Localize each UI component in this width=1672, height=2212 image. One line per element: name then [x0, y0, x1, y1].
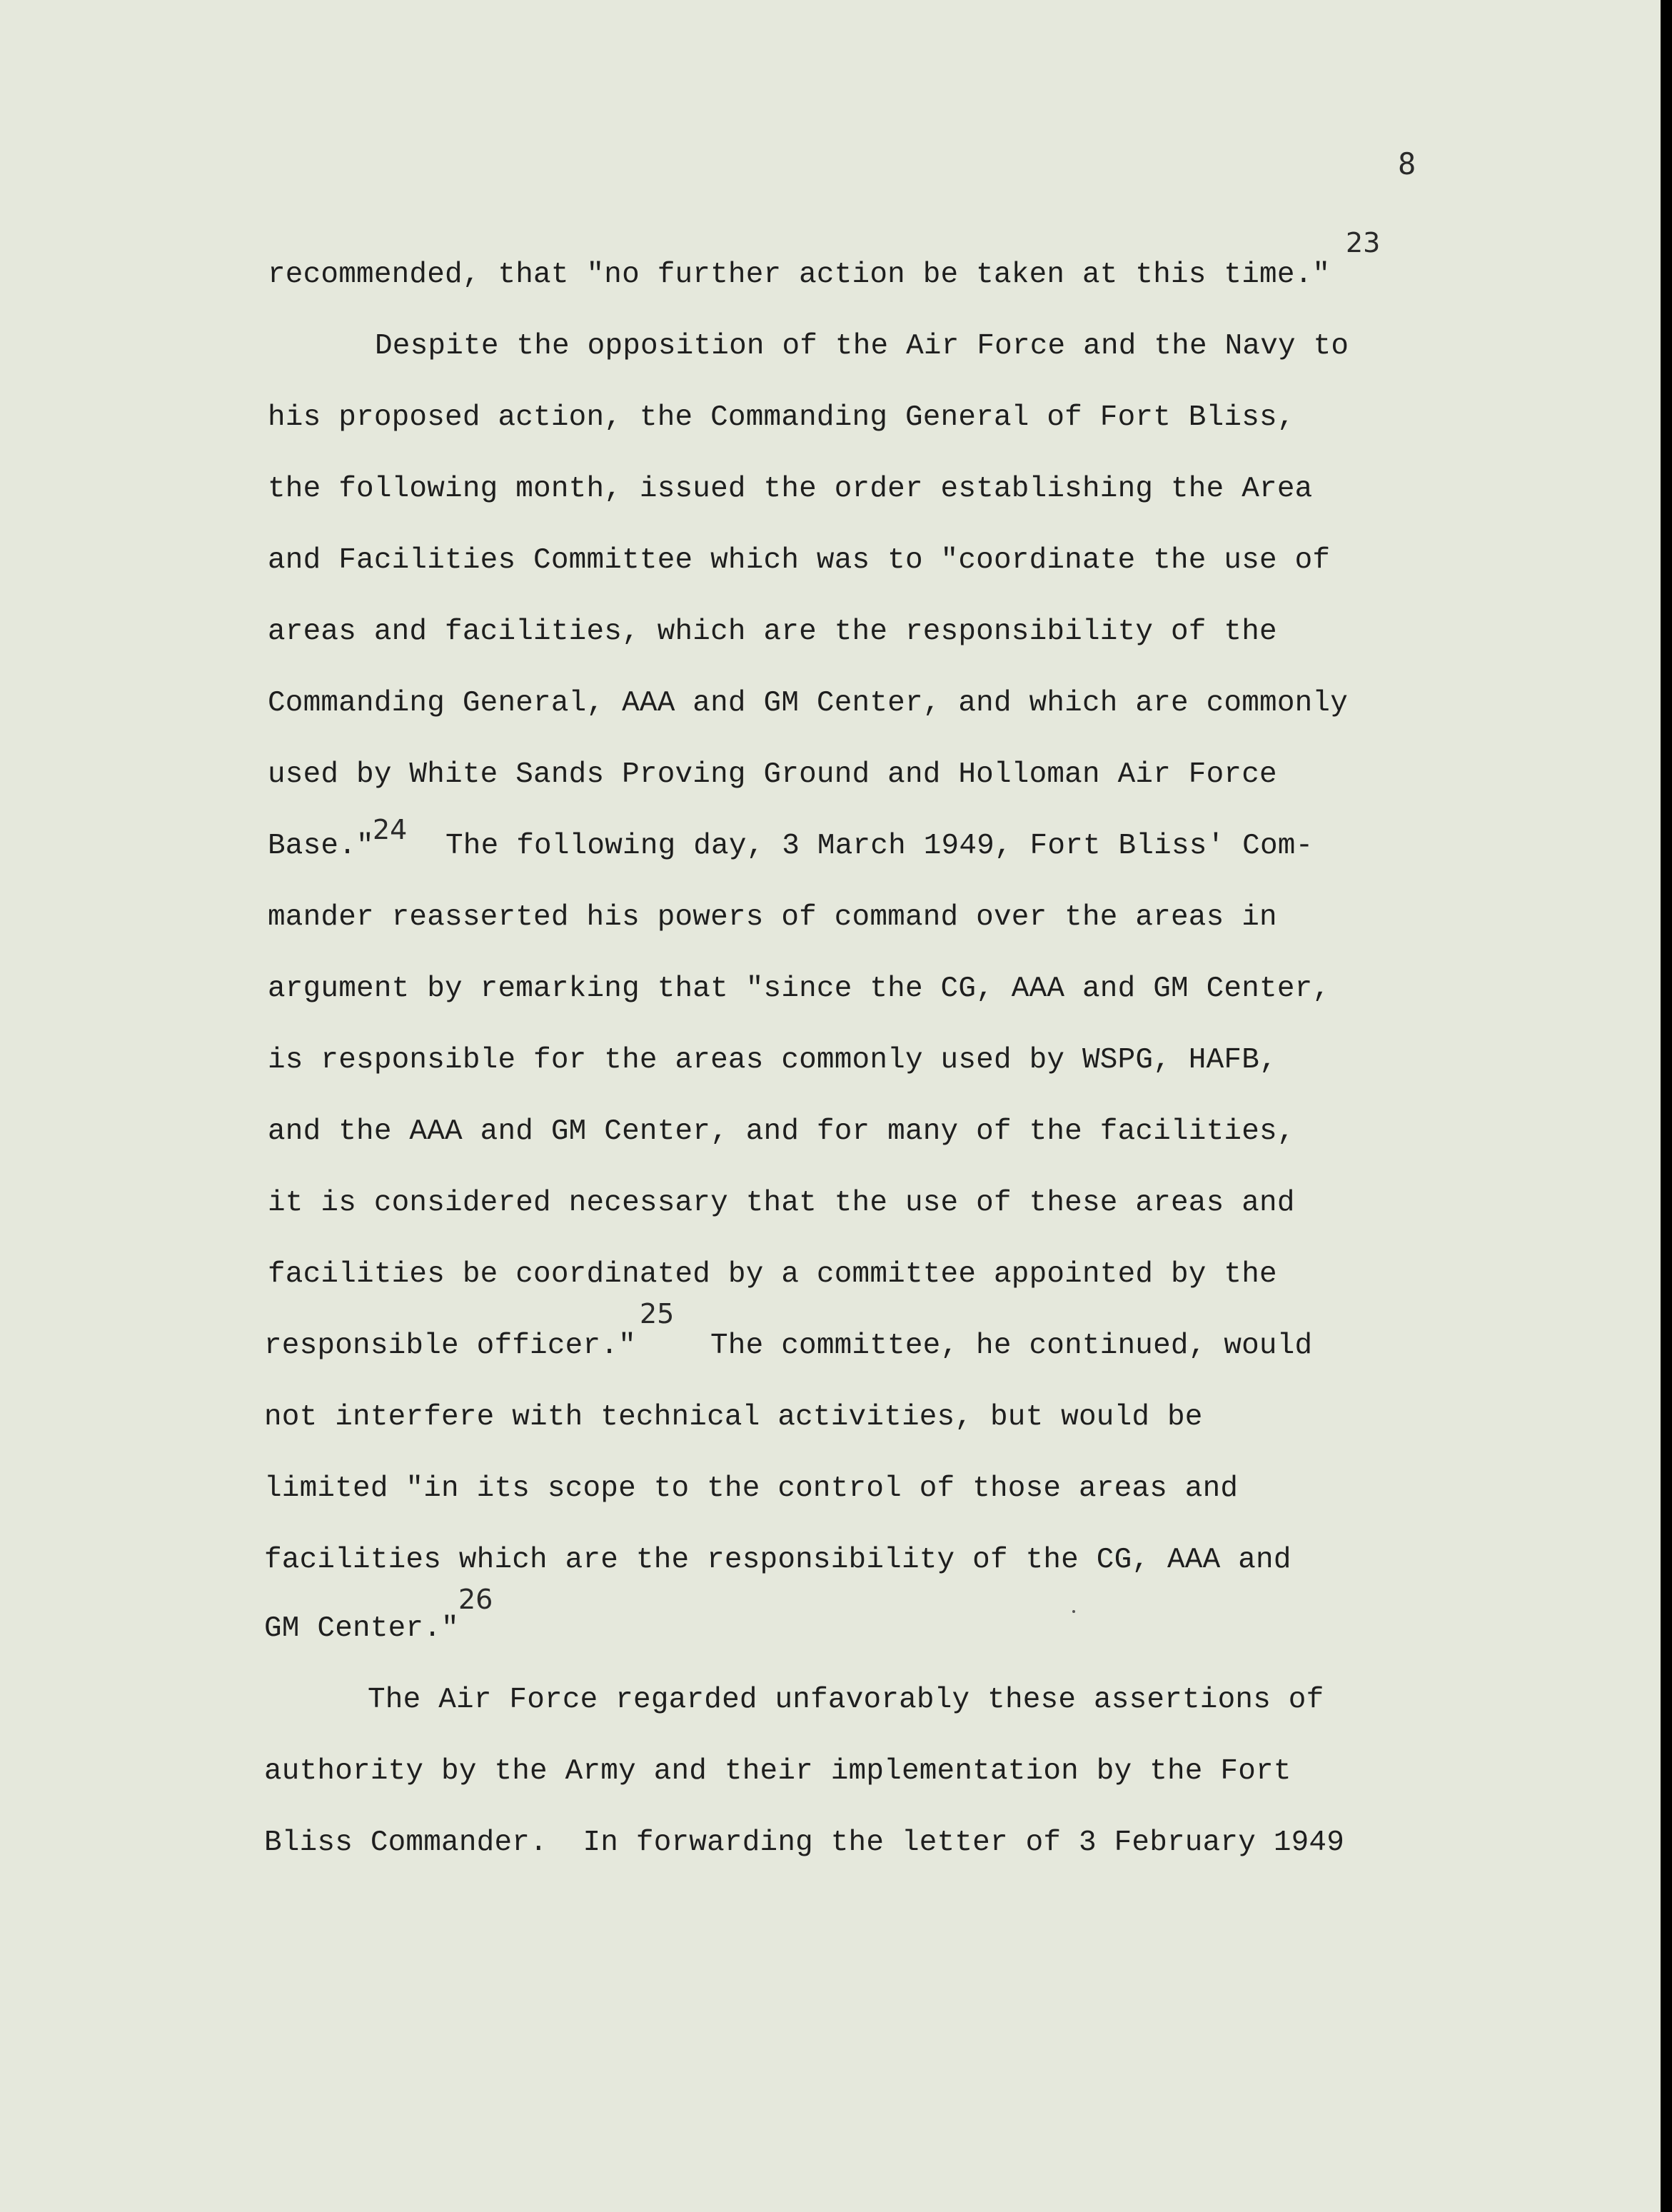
- text-line-4: the following month, issued the order establishing the Area: [268, 473, 1313, 506]
- text-line-16a: responsible officer.": [264, 1329, 636, 1362]
- text-line-9b: The following day, 3 March 1949, Fort Bliss' Com-: [445, 830, 1314, 863]
- text-line-12: is responsible for the areas commonly used by WSPG, HAFB,: [268, 1044, 1277, 1077]
- text-line-11: argument by remarking that "since the CG, AAA and GM Center,: [268, 972, 1331, 1005]
- text-line-14: it is considered necessary that the use of these areas and: [268, 1187, 1295, 1220]
- footnote-marker-24: 24: [373, 814, 408, 845]
- text-line-5: and Facilities Committee which was to "coordinate the use of: [268, 544, 1331, 577]
- text-line-23: Bliss Commander. In forwarding the letter of 3 February 1949: [264, 1826, 1345, 1859]
- text-line-21: The Air Force regarded unfavorably these assertions of: [368, 1684, 1324, 1716]
- text-line-17: not interfere with technical activities, but would be: [264, 1401, 1203, 1434]
- text-line-19: facilities which are the responsibility of the CG, AAA and: [264, 1544, 1291, 1577]
- text-line-20: GM Center.": [264, 1612, 459, 1645]
- text-line-18: limited "in its scope to the control of those areas and: [264, 1472, 1239, 1505]
- text-line-8: used by White Sands Proving Ground and Holloman Air Force: [268, 758, 1277, 791]
- text-line-2: Despite the opposition of the Air Force and the Navy to: [375, 330, 1349, 363]
- text-line-13: and the AAA and GM Center, and for many of the facilities,: [268, 1115, 1295, 1148]
- ink-speck: [1072, 1610, 1075, 1613]
- text-line-3: his proposed action, the Commanding General of Fort Bliss,: [268, 401, 1295, 434]
- footnote-marker-25: 25: [640, 1298, 675, 1329]
- footnote-marker-23: 23: [1346, 227, 1381, 258]
- footnote-marker-26: 26: [458, 1584, 493, 1615]
- text-line-9a: Base.": [268, 830, 374, 863]
- text-line-6: areas and facilities, which are the responsibility of the: [268, 615, 1277, 648]
- text-line-10: mander reasserted his powers of command over the areas in: [268, 901, 1277, 934]
- text-line-16b: The committee, he continued, would: [710, 1329, 1313, 1362]
- text-line-7: Commanding General, AAA and GM Center, and which are commonly: [268, 687, 1349, 720]
- page-number: 8: [1398, 146, 1416, 181]
- text-line-22: authority by the Army and their implementation by the Fort: [264, 1755, 1291, 1788]
- text-line-1: recommended, that "no further action be taken at this time.": [268, 258, 1331, 291]
- text-line-15: facilities be coordinated by a committee appointed by the: [268, 1258, 1277, 1291]
